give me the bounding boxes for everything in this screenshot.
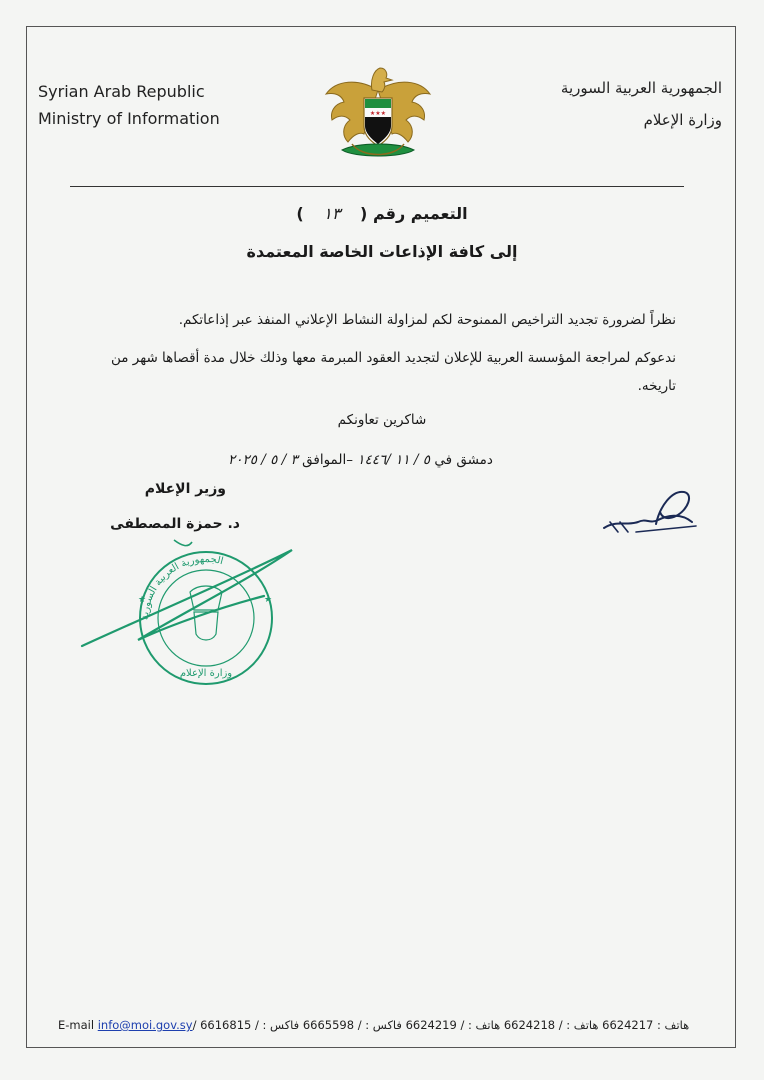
phone-label-3: هاتف : (467, 1018, 501, 1032)
addressee: إلى كافة الإذاعات الخاصة المعتمدة (246, 242, 518, 261)
footer-separator: / (558, 1018, 563, 1032)
footer-separator: / (192, 1018, 197, 1032)
country-name-ar: الجمهورية العربية السورية (560, 79, 722, 97)
footer-separator: / (254, 1018, 259, 1032)
phone-number-2: 6624218 (503, 1018, 556, 1032)
stamp-ring-text: الجمهورية العربية السورية (139, 553, 225, 621)
header-divider (70, 186, 684, 187)
dateline-connector: –الموافق (302, 452, 353, 468)
signatory-name: د. حمزة المصطفى (110, 516, 240, 532)
circular-label: التعميم رقم (372, 204, 468, 223)
svg-text:★: ★ (138, 595, 147, 605)
circular-number: ١٣ (323, 204, 341, 223)
official-stamp-icon (78, 530, 318, 690)
email-link[interactable]: info@moi.gov.sy (97, 1018, 193, 1032)
stamp-bottom-text: وزارة الإعلام (179, 668, 233, 679)
eagle-emblem-icon (322, 60, 434, 170)
svg-text:★: ★ (264, 595, 273, 605)
footer-separator: / (357, 1018, 362, 1032)
closing-thanks: شاكرين تعاونكم (337, 412, 427, 428)
footer-contact (58, 1018, 712, 1032)
body-paragraph-2: ندعوكم لمراجعة المؤسسة العربية للإعلان لتجديد العقود المبرمة معها وذلك خلال مدة أقصاها شهر من تاريخه. (110, 350, 676, 394)
phone-number-1: 6624217 (602, 1018, 654, 1032)
dateline (228, 452, 493, 468)
phone-label-2: هاتف : (566, 1018, 599, 1032)
ministry-name-en: Ministry of Information (38, 109, 220, 128)
body-paragraph-1: نظراً لضرورة تجديد التراخيص الممنوحة لكم لمزاولة النشاط الإعلاني المنفذ عبر إذاعاتكم. (178, 312, 676, 328)
signatory-title: وزير الإعلام (144, 481, 226, 497)
email-label: E-mail (58, 1018, 95, 1032)
circular-open-paren: ( (360, 204, 368, 223)
phone-number-3: 6624219 (405, 1018, 457, 1032)
ministry-name-ar: وزارة الإعلام (643, 111, 722, 129)
country-name-en: Syrian Arab Republic (38, 82, 205, 101)
fax-label-1: فاكس : (365, 1018, 402, 1032)
fax-number-2: 6616815 (200, 1018, 252, 1032)
circular-close-paren: ) (296, 204, 304, 223)
phone-label-1: هاتف : (657, 1018, 690, 1032)
fax-number-1: 6665598 (302, 1018, 355, 1032)
circular-title (0, 204, 764, 223)
header-english (38, 78, 220, 132)
hijri-date: ٥ / ١١ /١٤٤٦ (357, 452, 431, 468)
gregorian-date: ٣ / ٥ / ٢٠٢٥ (228, 452, 298, 468)
svg-text:★★★: ★★★ (369, 110, 387, 117)
fax-label-2: فاكس : (262, 1018, 300, 1032)
dateline-prefix: دمشق في (434, 452, 493, 468)
header-arabic (561, 72, 722, 136)
signature-icon (596, 482, 706, 542)
footer-separator: / (460, 1018, 465, 1032)
